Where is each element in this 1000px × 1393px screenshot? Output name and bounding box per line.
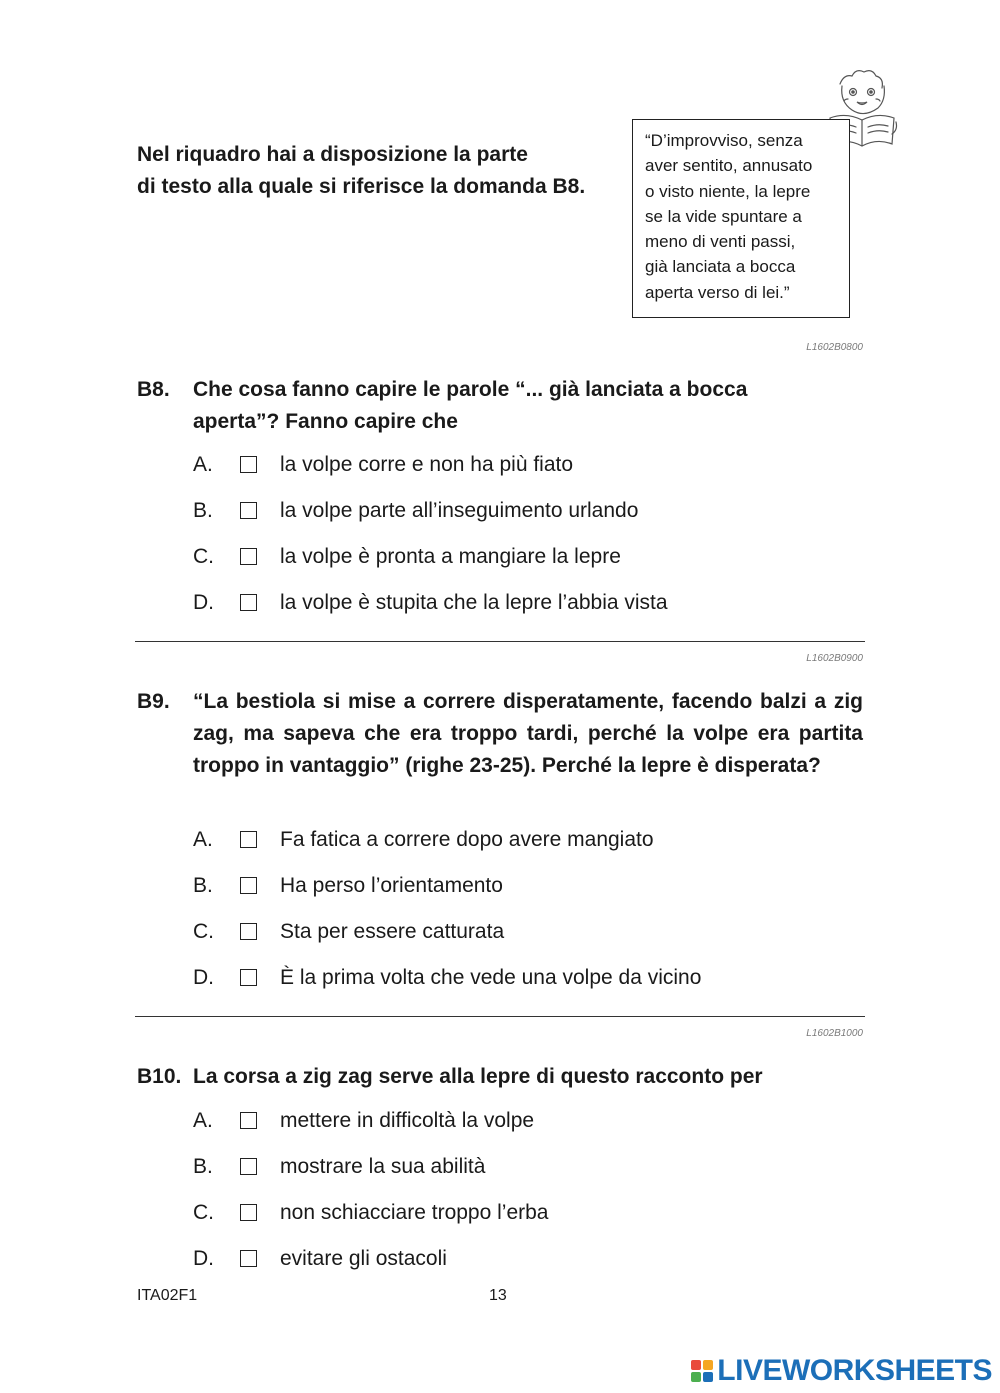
option-label: la volpe parte all’inseguimento urlando	[280, 499, 639, 522]
passage-line: se la vide spuntare a	[645, 206, 802, 226]
option-letter: A.	[193, 1109, 213, 1132]
passage-line: aver sentito, annusato	[645, 156, 813, 176]
item-code-b10: L1602B1000	[806, 1028, 863, 1039]
question-number-b10: B10.	[137, 1065, 182, 1088]
logo-text: LIVEWORKSHEETS	[717, 1354, 992, 1387]
divider	[135, 1016, 865, 1017]
answer-checkbox[interactable]	[240, 502, 257, 519]
option-label: la volpe è pronta a mangiare la lepre	[280, 545, 621, 568]
answer-checkbox[interactable]	[240, 456, 257, 473]
answer-checkbox[interactable]	[240, 1250, 257, 1267]
answer-checkbox[interactable]	[240, 1204, 257, 1221]
item-code-b8: L1602B0800	[806, 342, 863, 353]
answer-checkbox[interactable]	[240, 1158, 257, 1175]
option-letter: C.	[193, 545, 214, 568]
option-label: mettere in difficoltà la volpe	[280, 1109, 535, 1132]
option-letter: D.	[193, 1247, 214, 1270]
option-letter: C.	[193, 1201, 214, 1224]
option-label: non schiacciare troppo l’erba	[280, 1201, 549, 1224]
passage-box	[632, 119, 850, 318]
option-letter: A.	[193, 828, 213, 851]
liveworksheets-logo[interactable]	[691, 1354, 992, 1388]
option-letter: C.	[193, 920, 214, 943]
option-label: la volpe corre e non ha più fiato	[280, 453, 574, 476]
answer-checkbox[interactable]	[240, 548, 257, 565]
option-letter: D.	[193, 966, 214, 989]
page-number: 13	[489, 1287, 507, 1304]
option-letter: D.	[193, 591, 214, 614]
logo-block	[703, 1360, 713, 1370]
logo-blocks-icon	[691, 1360, 713, 1382]
answer-checkbox[interactable]	[240, 923, 257, 940]
option-label: Fa fatica a correre dopo avere mangiato	[280, 828, 654, 851]
question-text-b8: Che cosa fanno capire le parole “... già lanciata a bocca aperta”? Fanno capire che	[193, 378, 748, 433]
logo-block	[703, 1372, 713, 1382]
option-letter: B.	[193, 1155, 213, 1178]
passage-line: meno di venti passi,	[645, 232, 796, 252]
option-label: Sta per essere catturata	[280, 920, 505, 943]
answer-checkbox[interactable]	[240, 877, 257, 894]
answer-checkbox[interactable]	[240, 1112, 257, 1129]
passage-line: già lanciata a bocca	[645, 257, 796, 277]
option-label: mostrare la sua abilità	[280, 1155, 486, 1178]
passage-line: o visto niente, la lepre	[645, 181, 811, 201]
logo-block	[691, 1372, 701, 1382]
option-label: evitare gli ostacoli	[280, 1247, 447, 1270]
question-number-b9: B9.	[137, 690, 170, 713]
option-label: la volpe è stupita che la lepre l’abbia vista	[280, 591, 668, 614]
booklet-code: ITA02F1	[137, 1287, 198, 1304]
option-label: Ha perso l’orientamento	[280, 874, 503, 897]
answer-checkbox[interactable]	[240, 831, 257, 848]
question-text-b10: La corsa a zig zag serve alla lepre di questo racconto per	[193, 1065, 763, 1088]
option-letter: B.	[193, 499, 213, 522]
intro-instruction	[137, 139, 617, 203]
question-number-b8: B8.	[137, 378, 170, 401]
option-letter: A.	[193, 453, 213, 476]
option-letter: B.	[193, 874, 213, 897]
intro-line-1: Nel riquadro hai a disposizione la parte	[137, 143, 528, 166]
question-text-b9: “La bestiola si mise a correre disperatamente, facendo balzi a zig zag, ma sapeva che era troppo tardi, perché la volpe era partita troppo in vantaggio” (righe 23-25). Perché la lepre è disperata?	[193, 690, 863, 777]
option-label: È la prima volta che vede una volpe da vicino	[280, 966, 702, 989]
passage-line: aperta verso di lei.”	[645, 282, 790, 302]
logo-block	[691, 1360, 701, 1370]
passage-line: “D’improvviso, senza	[645, 131, 803, 150]
intro-line-2: di testo alla quale si riferisce la domanda B8.	[137, 175, 586, 198]
item-code-b9: L1602B0900	[806, 653, 863, 664]
answer-checkbox[interactable]	[240, 969, 257, 986]
divider	[135, 641, 865, 642]
answer-checkbox[interactable]	[240, 594, 257, 611]
